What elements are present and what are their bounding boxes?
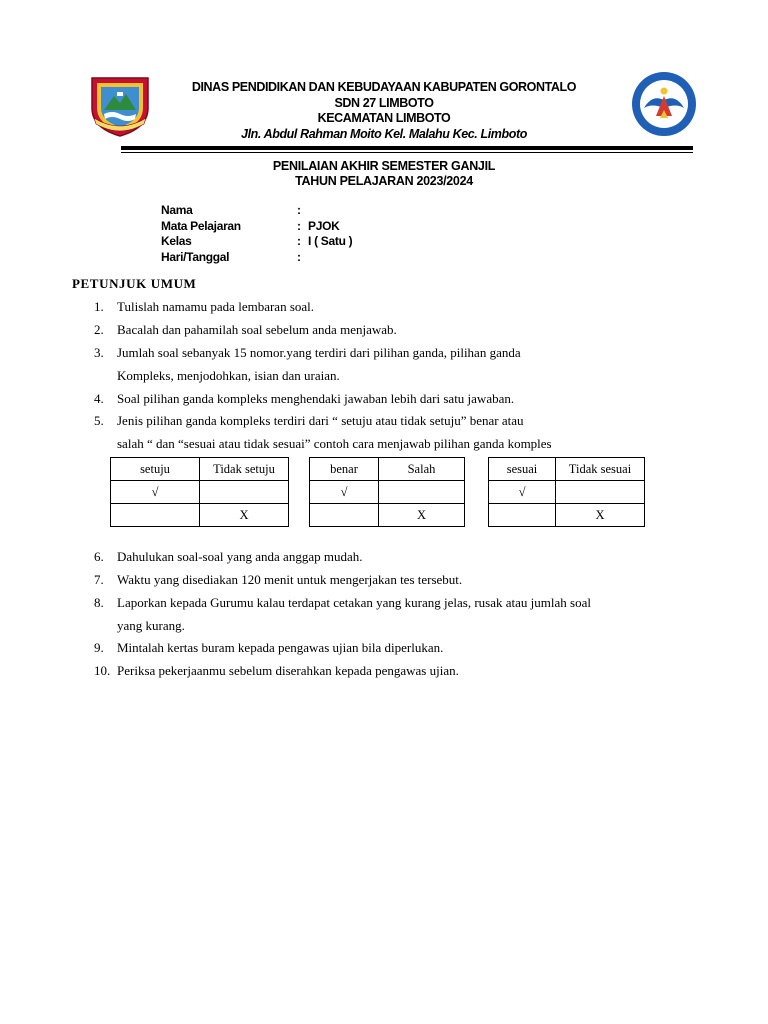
identity-value: PJOK: [308, 218, 340, 233]
instruction-number: 7.: [94, 572, 104, 587]
table-header: benar: [310, 458, 379, 481]
table-cell: [310, 504, 379, 527]
example-table-sesuai: [488, 457, 645, 527]
identity-colon: :: [297, 203, 301, 217]
instruction-text: Bacalah dan pahamilah soal sebelum anda menjawab.: [117, 322, 397, 337]
table-cell: [379, 481, 465, 504]
exam-title: PENILAIAN AKHIR SEMESTER GANJIL: [272, 159, 496, 173]
instruction-text: Kompleks, menjodohkan, isian dan uraian.: [117, 368, 340, 383]
identity-colon: :: [297, 218, 301, 233]
instructions-heading: PETUNJUK UMUM: [72, 276, 197, 291]
table-header: Tidak sesuai: [556, 458, 645, 481]
identity-label: Hari/Tanggal: [161, 249, 230, 264]
identity-colon: :: [297, 234, 301, 248]
instruction-text: Soal pilihan ganda kompleks menghendaki jawaban lebih dari satu jawaban.: [117, 391, 515, 406]
instruction-number: 4.: [94, 391, 104, 406]
table-cell: [200, 481, 289, 504]
identity-colon: :: [297, 249, 301, 264]
agency-name: DINAS PENDIDIKAN DAN KEBUDAYAAN KABUPATEN GORONTALO: [191, 80, 577, 94]
check-mark: √: [489, 481, 556, 504]
table-cell: [111, 504, 200, 527]
table-cell: [556, 481, 645, 504]
letterhead-rule-thick: [121, 146, 693, 150]
exam-title-block: [0, 159, 768, 189]
instruction-text: Tulislah namamu pada lembaran soal.: [117, 299, 315, 314]
instruction-text: Mintalah kertas buram kepada pengawas ujian bila diperlukan.: [117, 640, 444, 655]
table-header: Tidak setuju: [200, 458, 289, 481]
instruction-text: Jenis pilihan ganda kompleks terdiri dari “ setuju atau tidak setuju” benar atau: [117, 413, 524, 428]
table-header: sesuai: [489, 458, 556, 481]
instruction-text: Laporkan kepada Gurumu kalau terdapat cetakan yang kurang jelas, rusak atau jumlah soal: [117, 595, 591, 610]
instruction-number: 2.: [94, 322, 104, 337]
identity-label: Nama: [161, 203, 193, 217]
identity-label: Kelas: [161, 234, 192, 248]
instruction-number: 1.: [94, 299, 104, 314]
identity-label: Mata Pelajaran: [161, 218, 241, 233]
cross-mark: X: [379, 504, 465, 527]
instruction-number: 6.: [94, 549, 104, 564]
identity-value: I ( Satu ): [308, 234, 353, 248]
example-table-setuju: [110, 457, 289, 527]
instruction-number: 8.: [94, 595, 104, 610]
school-address: Jln. Abdul Rahman Moito Kel. Malahu Kec. Limboto: [241, 126, 527, 141]
district-name: KECAMATAN LIMBOTO: [317, 111, 451, 125]
table-header: setuju: [111, 458, 200, 481]
instruction-number: 9.: [94, 640, 104, 655]
school-name: SDN 27 LIMBOTO: [334, 95, 434, 110]
letterhead: [0, 80, 768, 142]
cross-mark: X: [200, 504, 289, 527]
instruction-text: Jumlah soal sebanyak 15 nomor.yang terdiri dari pilihan ganda, pilihan ganda: [117, 345, 521, 360]
instruction-text: Dahulukan soal-soal yang anda anggap mudah.: [117, 549, 363, 564]
instruction-text: Waktu yang disediakan 120 menit untuk mengerjakan tes tersebut.: [117, 572, 463, 587]
check-mark: √: [310, 481, 379, 504]
exam-year: TAHUN PELAJARAN 2023/2024: [295, 174, 473, 188]
instruction-number: 3.: [94, 345, 104, 360]
instruction-text: salah “ dan “sesuai atau tidak sesuai” contoh cara menjawab pilihan ganda komples: [117, 436, 552, 451]
example-table-benar: [309, 457, 465, 527]
table-header: Salah: [379, 458, 465, 481]
cross-mark: X: [556, 504, 645, 527]
instruction-number: 10.: [94, 663, 111, 678]
check-mark: √: [111, 481, 200, 504]
instruction-text: yang kurang.: [117, 618, 185, 633]
instruction-text: Periksa pekerjaanmu sebelum diserahkan kepada pengawas ujian.: [117, 663, 459, 678]
instruction-number: 5.: [94, 413, 104, 428]
letterhead-rule-thin: [121, 152, 693, 153]
table-cell: [489, 504, 556, 527]
